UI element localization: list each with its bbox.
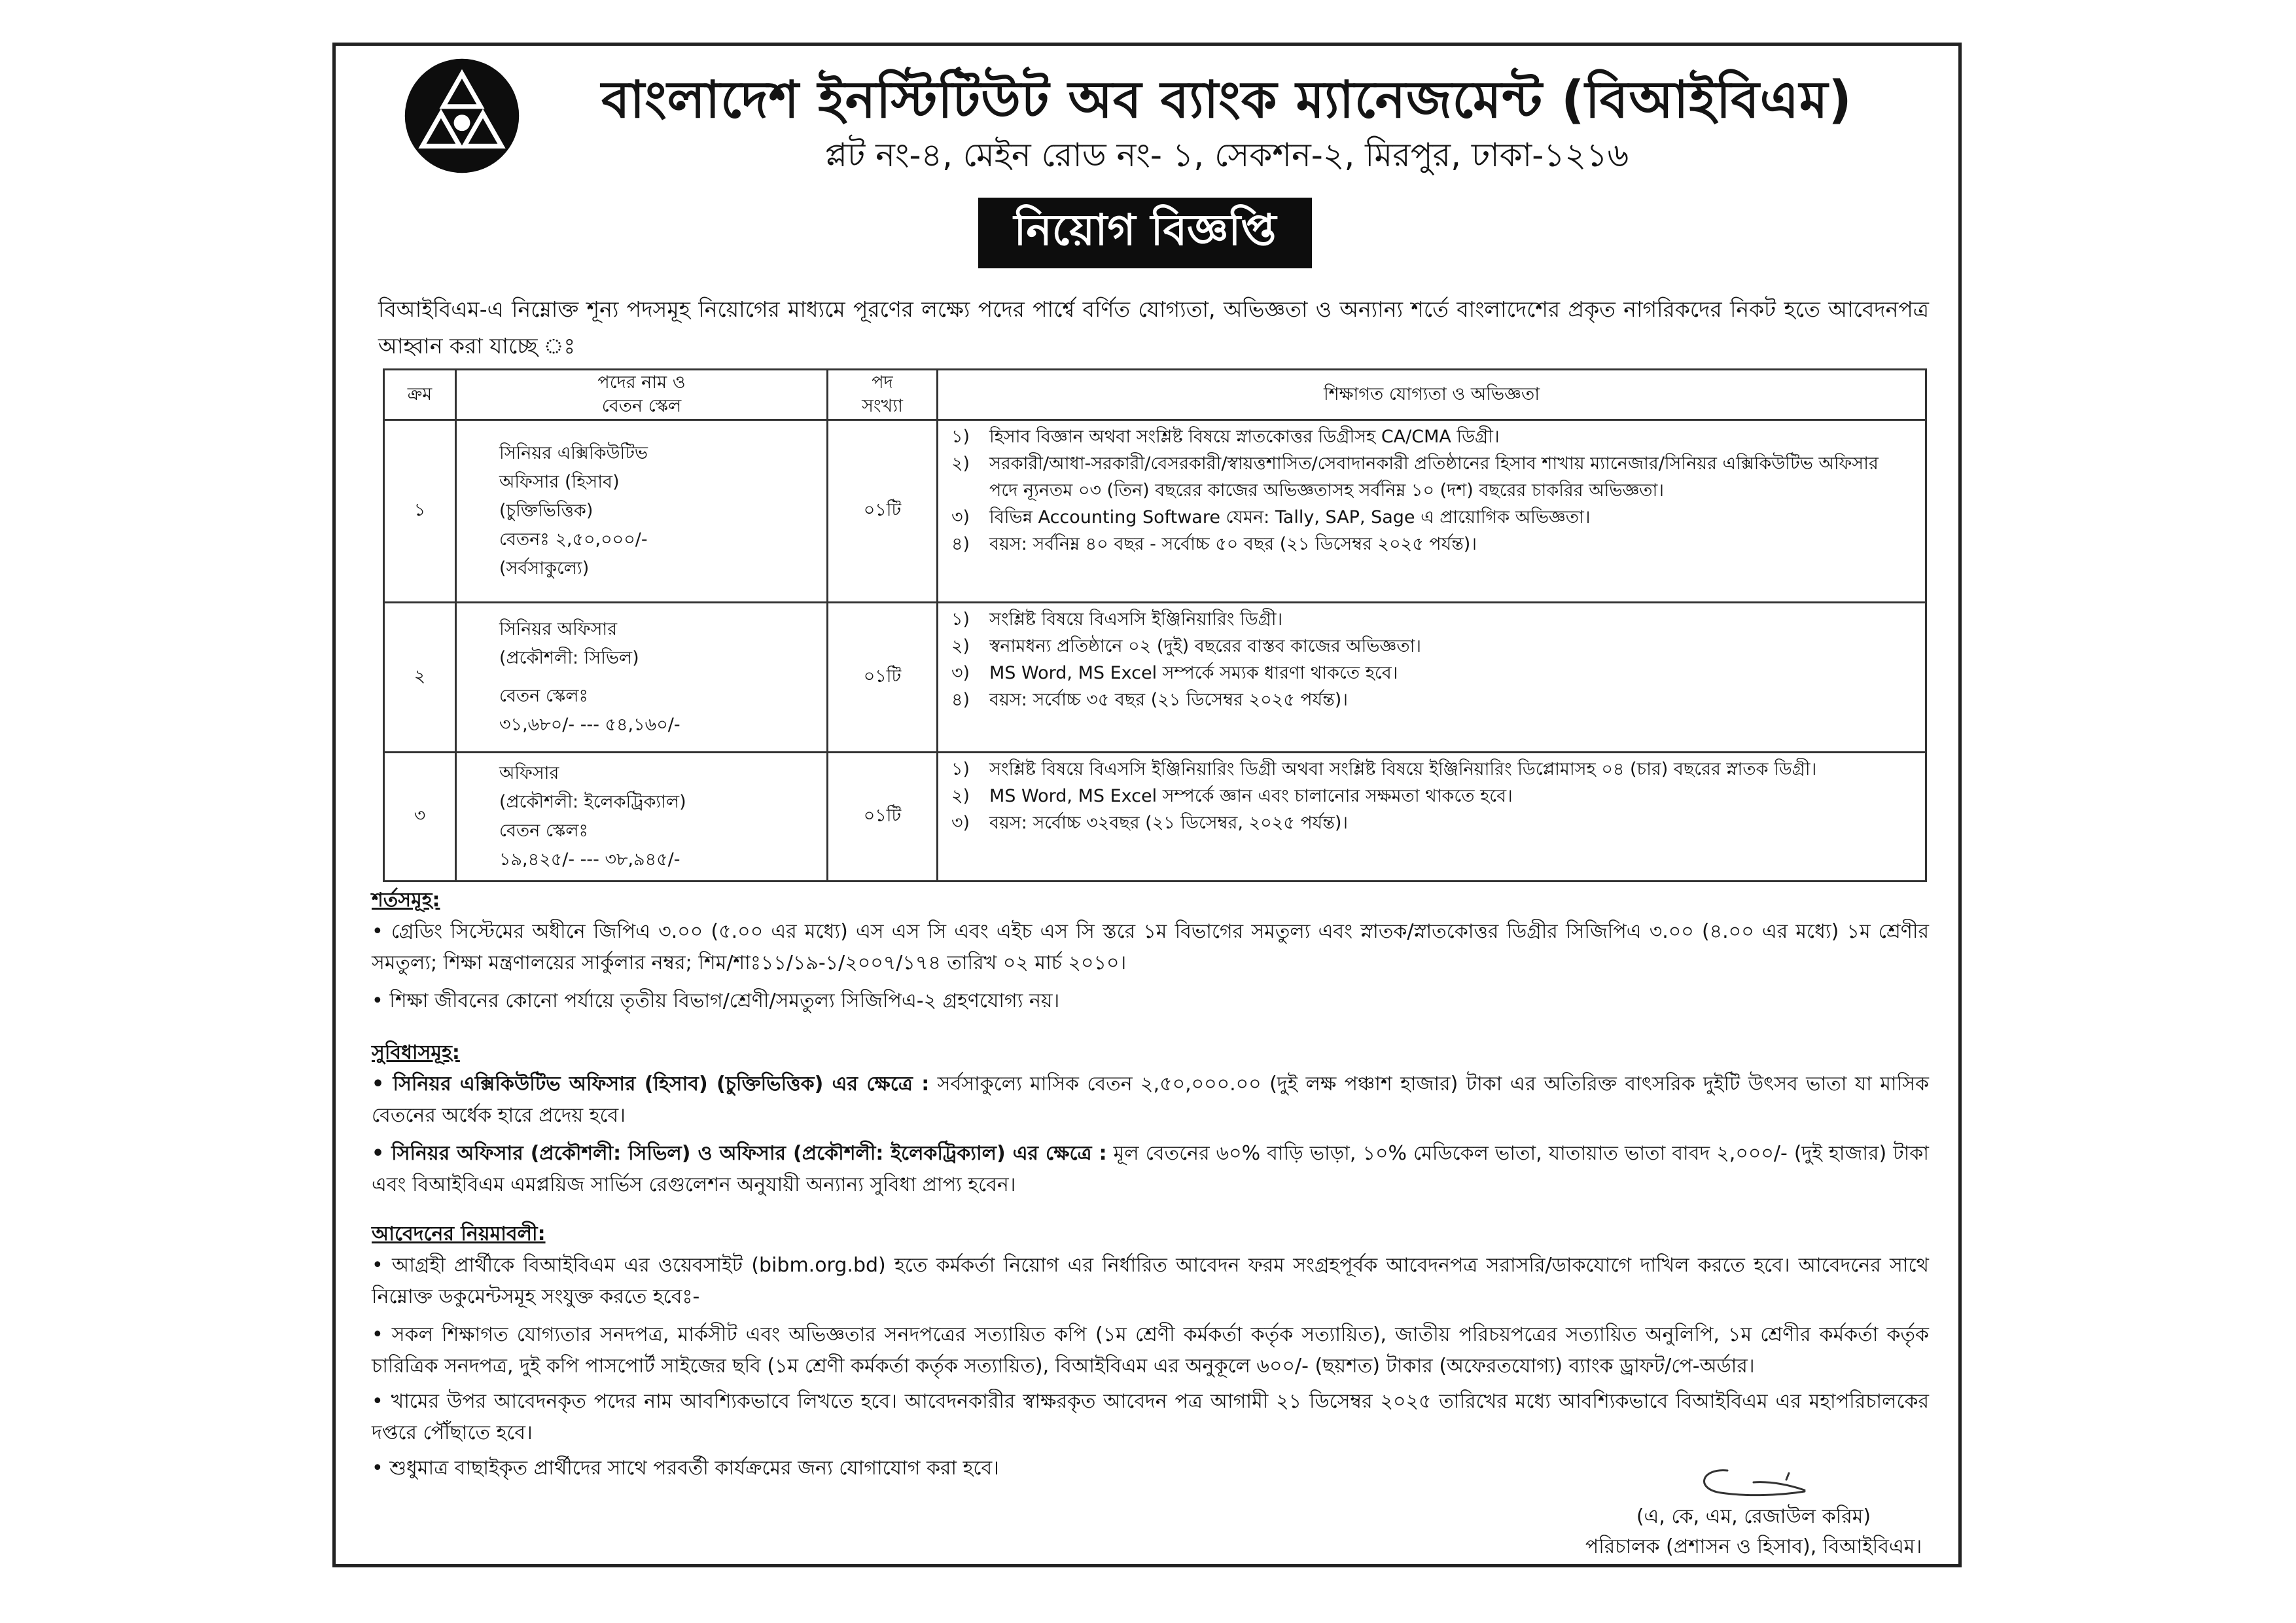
notice-title: নিয়োগ বিজ্ঞপ্তি [978,198,1312,268]
header-serial: ক্রম [384,370,456,420]
row-count: ০১টি [828,420,938,603]
signatory-designation: পরিচালক (প্রশাসন ও হিসাব), বিআইবিএম। [1585,1535,1922,1558]
item-text: বয়স: সর্বনিম্ন ৪০ বছর - সর্বোচ্চ ৫০ বছর (২১ ডিসেম্বর ২০২৫ পর্যন্ত)। [989,534,1477,554]
condition-item: • গ্রেডিং সিস্টেমের অধীনে জিপিএ ৩.০০ (৫.০০ এর মধ্যে) এস এস সি এবং এইচ এস সি স্তরে ১ম বিভাগের সমতুল্য এবং স্নাতক/স্নাতকোত্তর ডিগ্রীর সিজিপিএ ৩.০০ (৪.০০ এর মধ্যে) ১ম শ্রেণীর সমতুল্য; শিক্ষা মন্ত্রণালয়ের সার্কুলার নম্বর; শিম/শাঃ১১/১৯-১/২০০৭/১৭৪ তারিখ ০২ মার্চ ২০১০। [372,920,1929,974]
qualification-item [951,633,1925,660]
row-post [456,753,828,882]
salary-label: বেতনঃ ২,৫০,০০০/- [499,529,648,550]
post-name-line: (প্রকৌশলী: সিভিল) [499,648,639,668]
salary-value: ৩১,৬৮০/- --- ৫৪,১৬০/- [499,715,680,735]
item-text: MS Word, MS Excel সম্পর্কে সম্যক ধারণা থাকতে হবে। [989,663,1398,683]
rule-item: • শুধুমাত্র বাছাইকৃত প্রার্থীদের সাথে পরবর্তী কার্যক্রমের জন্য যোগাযোগ করা হবে। [372,1457,999,1480]
intro-paragraph: বিআইবিএম-এ নিম্নোক্ত শূন্য পদসমূহ নিয়োগের মাধ্যমে পূরণের লক্ষ্যে পদের পার্শ্বে বর্ণিত যোগ্যতা, অভিজ্ঞতা ও অন্যান্য শর্তে বাংলাদেশের প্রকৃত নাগরিকদের নিকট হতে আবেদনপত্র আহ্বান করা যাচ্ছে ঃ [378,296,1929,359]
benefit-item [372,1138,1929,1201]
rules-section [372,1219,1929,1484]
item-text: স্বনামধন্য প্রতিষ্ঠানে ০২ (দুই) বছরের বাস্তব কাজের অভিজ্ঞতা। [989,636,1422,656]
qualification-item [951,756,1925,783]
post-name-line: (প্রকৌশলী: ইলেকট্রিক্যাল) [499,792,686,812]
header-count-line2: সংখ্যা [862,396,903,416]
post-name-line: (চুক্তিভিত্তিক) [499,501,593,521]
salary-value: (সর্বসাকুল্যে) [499,558,590,579]
salary-label: বেতন স্কেলঃ [499,686,588,706]
qualification-item [951,810,1925,836]
item-text: বিভিন্ন Accounting Software যেমন: Tally, SAP, Sage এ প্রায়োগিক অভিজ্ঞতা। [989,507,1591,527]
row-serial: ২ [384,603,456,753]
post-name-line: সিনিয়র এক্সিকিউটিভ [499,443,648,463]
signatory-name: (এ, কে, এম, রেজাউল করিম) [1636,1505,1871,1528]
rule-item: • আগ্রহী প্রার্থীকে বিআইবিএম এর ওয়েবসাইট (bibm.org.bd) হতে কর্মকর্তা নিয়োগ এর নির্ধারিত আবেদন ফরম সংগ্রহপূর্বক আবেদনপত্র সরাসরি/ডাকযোগে দাখিল করতে হবে। আবেদনের সাথে নিম্নোক্ত ডকুমেন্টসমূহ সংযুক্ত করতে হবেঃ- [372,1254,1929,1308]
header-post-line1: পদের নাম ও [597,372,686,393]
benefit-item [372,1069,1929,1132]
item-text: সংশ্লিষ্ট বিষয়ে বিএসসি ইঞ্জিনিয়ারিং ডিগ্রী। [989,609,1283,630]
salary-label: বেতন স্কেলঃ [499,821,588,841]
item-number: ৪) [951,534,970,554]
header-qualification: শিক্ষাগত যোগ্যতা ও অভিজ্ঞতা [938,370,1926,420]
header-post [456,370,828,420]
item-number: ৩) [951,663,970,683]
benefit-item-title: • সিনিয়র এক্সিকিউটিভ অফিসার (হিসাব) (চুক্তিভিত্তিক) এর ক্ষেত্রে : [372,1073,930,1096]
table-row [384,603,1926,753]
benefits-heading: সুবিধাসমূহ: [372,1041,460,1064]
header-count-line1: পদ [872,372,893,393]
salary-value: ১৯,৪২৫/- --- ৩৮,৯৪৫/- [499,849,680,870]
qualification-item [951,606,1925,633]
header-count [828,370,938,420]
item-text: সংশ্লিষ্ট বিষয়ে বিএসসি ইঞ্জিনিয়ারিং ডিগ্রী অথবা সংশ্লিষ্ট বিষয়ে ইঞ্জিনিয়ারিং ডিপ্লোমাসহ ০৪ (চার) বছরের স্নাতক ডিগ্রী। [989,759,1817,779]
item-text: বয়স: সর্বোচ্চ ৩২বছর (২১ ডিসেম্বর, ২০২৫ পর্যন্ত)। [989,813,1349,833]
qualification-item [951,660,1925,687]
header-post-line2: বেতন স্কেল [601,396,682,416]
qualification-item [951,783,1925,810]
item-text: MS Word, MS Excel সম্পর্কে জ্ঞান এবং চালানোর সক্ষমতা থাকতে হবে। [989,786,1513,806]
signature-block [1583,1463,1924,1562]
qualification-item [951,687,1925,713]
row-qualifications [938,753,1926,882]
conditions-section [372,885,1929,1017]
benefit-item-title: • সিনিয়র অফিসার (প্রকৌশলী: সিভিল) ও অফিসার (প্রকৌশলী: ইলেকট্রিক্যাল) এর ক্ষেত্রে : [372,1142,1107,1165]
item-number: ৪) [951,690,970,710]
item-number: ২) [951,786,970,806]
qualification-item [951,504,1925,531]
row-post [456,420,828,603]
post-name-line: অফিসার (হিসাব) [499,472,620,492]
conditions-heading: শর্তসমূহ: [372,889,440,912]
table-row [384,420,1926,603]
row-post [456,603,828,753]
post-name-line: সিনিয়র অফিসার [499,619,618,639]
qualification-item [951,450,1925,504]
rule-item: • সকল শিক্ষাগত যোগ্যতার সনদপত্র, মার্কসীট এবং অভিজ্ঞতার সনদপত্রের সত্যায়িত কপি (১ম শ্রেণী কর্মকর্তা কর্তৃক সত্যায়িত), জাতীয় পরিচয়পত্রের সত্যায়িত অনুলিপি, ১ম শ্রেণীর কর্মকর্তা কর্তৃক চারিত্রিক সনদপত্র, দুই কপি পাসপোর্ট সাইজের ছবি (১ম শ্রেণী কর্মকর্তা কর্তৃক সত্যায়িত), বিআইবিএম এর অনুকূলে ৬০০/- (ছয়শত) টাকার (অফেরতযোগ্য) ব্যাংক ড্রাফট/পে-অর্ডার। [372,1323,1929,1378]
org-title: বাংলাদেশ ইনস্টিটিউট অব ব্যাংক ম্যানেজমেন্ট (বিআইবিএম) [601,71,1852,130]
table-header-row [384,370,1926,420]
item-text: সরকারী/আধা-সরকারী/বেসরকারী/স্বায়ত্তশাসিত/সেবাদানকারী প্রতিষ্ঠানের হিসাব শাখায় ম্যানেজার/সিনিয়র এক্সিকিউটিভ অফিসার পদে ন্যূনতম ০৩ (তিন) বছরের কাজের অভিজ্ঞতাসহ সর্বনিম্ন ১০ (দশ) বছরের চাকরির অভিজ্ঞতা। [989,454,1879,501]
row-qualifications [938,420,1926,603]
item-number: ২) [951,454,970,474]
item-text: হিসাব বিজ্ঞান অথবা সংশ্লিষ্ট বিষয়ে স্নাতকোত্তর ডিগ্রীসহ CA/CMA ডিগ্রী। [989,427,1500,447]
row-serial: ৩ [384,753,456,882]
item-number: ২) [951,636,970,656]
item-number: ৩) [951,507,970,527]
org-address: প্লট নং-৪, মেইন রোড নং- ১, সেকশন-২, মিরপুর, ঢাকা-১২১৬ [824,136,1629,174]
post-name-line: অফিসার [499,763,559,783]
item-number: ১) [951,609,970,630]
item-text: বয়স: সর্বোচ্চ ৩৫ বছর (২১ ডিসেম্বর ২০২৫ পর্যন্ত)। [989,690,1348,710]
bibm-logo-icon [404,58,520,174]
row-count: ০১টি [828,753,938,882]
condition-item: • শিক্ষা জীবনের কোনো পর্যায়ে তৃতীয় বিভাগ/শ্রেণী/সমতুল্য সিজিপিএ-২ গ্রহণযোগ্য নয়। [372,990,1060,1012]
rules-heading: আবেদনের নিয়মাবলী: [372,1222,546,1245]
row-qualifications [938,603,1926,753]
signature-icon [1688,1463,1819,1502]
qualification-item [951,423,1925,450]
table-row [384,753,1926,882]
item-number: ১) [951,759,970,779]
benefit-item-text: সর্বসাকুল্যে মাসিক বেতন ২,৫০,০০০.০০ (দুই লক্ষ পঞ্চাশ হাজার) টাকা এর অতিরিক্ত বাৎসরিক দুইটি উৎসব ভাতা যা মাসিক বেতনের অর্ধেক হারে প্রদেয় হবে। [372,1073,1929,1127]
jobs-table [383,368,1927,882]
benefits-section [372,1037,1929,1201]
item-number: ৩) [951,813,970,833]
benefit-item-text: মূল বেতনের ৬০% বাড়ি ভাড়া, ১০% মেডিকেল ভাতা, যাতায়াত ভাতা বাবদ ২,০০০/- (দুই হাজার) টাকা এবং বিআইবিএম এমপ্লয়িজ সার্ভিস রেগুলেশন অনুযায়ী অন্যান্য সুবিধা প্রাপ্য হবেন। [372,1142,1929,1196]
item-number: ১) [951,427,970,447]
row-serial: ১ [384,420,456,603]
qualification-item [951,531,1925,558]
row-count: ০১টি [828,603,938,753]
rule-item: • খামের উপর আবেদনকৃত পদের নাম আবশ্যিকভাবে লিখতে হবে। আবেদনকারীর স্বাক্ষরকৃত আবেদন পত্র আগামী ২১ ডিসেম্বর ২০২৫ তারিখের মধ্যে আবশ্যিকভাবে বিআইবিএম এর মহাপরিচালকের দপ্তরে পৌঁছাতে হবে। [372,1390,1929,1444]
